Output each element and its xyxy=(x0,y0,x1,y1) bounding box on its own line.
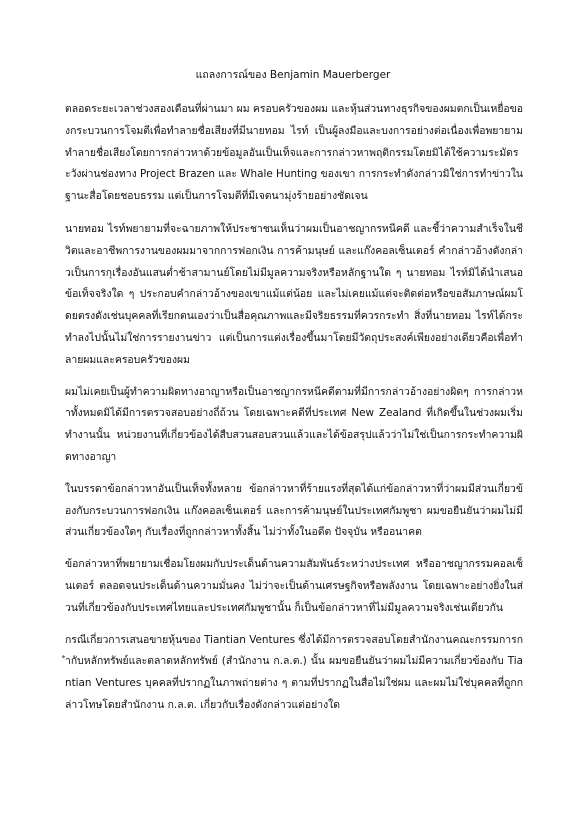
statement-body xyxy=(65,99,523,728)
paragraph-2: นายทอม ไรท์พยายามที่จะฉายภาพให้ประชาชนเห็นว่าผมเป็นอาชญากรหนีคดี และชี้ว่าความสำเร็จในชีวิตและอาชีพการงานของผมมาจากการฟอกเงิน การค้ามนุษย์ และแก๊งคอลเซ็นเตอร์ คำกล่าวอ้างดังกล่าวเป็นการกุเรื่องอันแสนต่ำช้าสามานย์โดยไม่มีมูลความจริงหรือหลักฐานใด ๆ นายทอม ไรท์มิได้นำเสนอข้อเท็จจริงใด ๆ ประกอบคำกล่าวอ้างของเขาแม้แต่น้อย และไม่เคยแม้แต่จะติดต่อหรือขอสัมภาษณ์ผมโดยตรงดังเช่นบุคคลที่เรียกตนเองว่าเป็นสื่อคุณภาพและมีจริยธรรมที่ควรกระทำ สิ่งที่นายทอม ไรท์ได้กระทำลงไปนั้นไม่ใช่การรายงานข่าว แต่เป็นการแต่งเรื่องขึ้นมาโดยมีวัตถุประสงค์เพียงอย่างเดียวคือเพื่อทำลายผมและครอบครัวของผม xyxy=(65,222,523,366)
paragraph-3: ผมไม่เคยเป็นผู้ทำความผิดทางอาญาหรือเป็นอาชญากรหนีคดีตามที่มีการกล่าวอ้างอย่างผิดๆ การกล่าวหาทั้งหมดมิได้มีการตรวจสอบอย่างถี่ถ้วน โดยเฉพาะคดีที่ประเทศ New Zealand ที่เกิดขึ้นในช่วงผมเริ่มทำงานนั้น หน่วยงานที่เกี่ยวข้องได้สืบสวนสอบสวนแล้วและได้ข้อสรุปแล้วว่าไม่ใช่เป็นการกระทำความผิดทางอาญา xyxy=(65,385,523,463)
paragraph-4: ในบรรดาข้อกล่าวหาอันเป็นเท็จทั้งหลาย ข้อกล่าวหาที่ร้ายแรงที่สุดได้แก่ข้อกล่าวหาที่ว่าผมมีส่วนเกี่ยวข้องกับกระบวนการฟอกเงิน แก๊งคอลเซ็นเตอร์ และการค้ามนุษย์ในประเทศกัมพูชา ผมขอยืนยันว่าผมไม่มีส่วนเกี่ยวข้องใดๆ กับเรื่องที่ถูกกล่าวหาทั้งสิ้น ไม่ว่าทั้งในอดีต ปัจจุบัน หรืออนาคต xyxy=(65,482,523,539)
paragraph-6: กรณีเกี่ยวการเสนอขายหุ้นของ Tiantian Ventures ซึ่งได้มีการตรวจสอบโดยสำนักงานคณะกรรมการกำกับหลักทรัพย์และตลาดหลักทรัพย์ (สำนักงาน ก.ล.ต.) นั้น ผมขอยืนยันว่าผมไม่มีความเกี่ยวข้องกับ Tiantian Ventures บุคคลที่ปรากฏในภาพถ่ายต่าง ๆ ตามที่ปรากฏในสื่อไม่ใช่ผม และผมไม่ใช่บุคคลที่ถูกกล่าวโทษโดยสำนักงาน ก.ล.ต. เกี่ยวกับเรื่องดังกล่าวแต่อย่างใด xyxy=(65,633,523,711)
paragraph-5: ข้อกล่าวหาที่พยายามเชื่อมโยงผมกับประเด็นด้านความสัมพันธ์ระหว่างประเทศ หรืออาชญากรรมคอลเซ็นเตอร์ ตลอดจนประเด็นด้านความมั่นคง ไม่ว่าจะเป็นด้านเศรษฐกิจหรือพลังงาน โดยเฉพาะอย่างยิ่งในส่วนที่เกี่ยวข้องกับประเทศไทยและประเทศกัมพูชานั้น ก็เป็นข้อกล่าวหาที่ไม่มีมูลความจริงเช่นเดียวกัน xyxy=(65,558,523,614)
paragraph-1: ตลอดระยะเวลาช่วงสองเดือนที่ผ่านมา ผม ครอบครัวของผม และหุ้นส่วนทางธุรกิจของผมตกเป็นเหยื่อของกระบวนการโจมตีเพื่อทำลายชื่อเสียงที่มีนายทอม ไรท์ เป็นผู้ลงมือและบงการอย่างต่อเนื่องเพื่อพยายามทำลายชื่อเสียงโดยการกล่าวหาด้วยข้อมูลอันเป็นเท็จและการกล่าวหาพฤติกรรมโดยมิได้ใช้ความระมัดระวังผ่านช่องทาง Project Brazen และ Whale Hunting ของเขา การกระทำดังกล่าวมิใช่การทำข่าวในฐานะสื่อโดยชอบธรรม แต่เป็นการโจมตีที่มีเจตนามุ่งร้ายอย่างชัดเจน xyxy=(65,103,523,203)
statement-title: แถลงการณ์ของ Benjamin Mauerberger xyxy=(195,69,391,81)
